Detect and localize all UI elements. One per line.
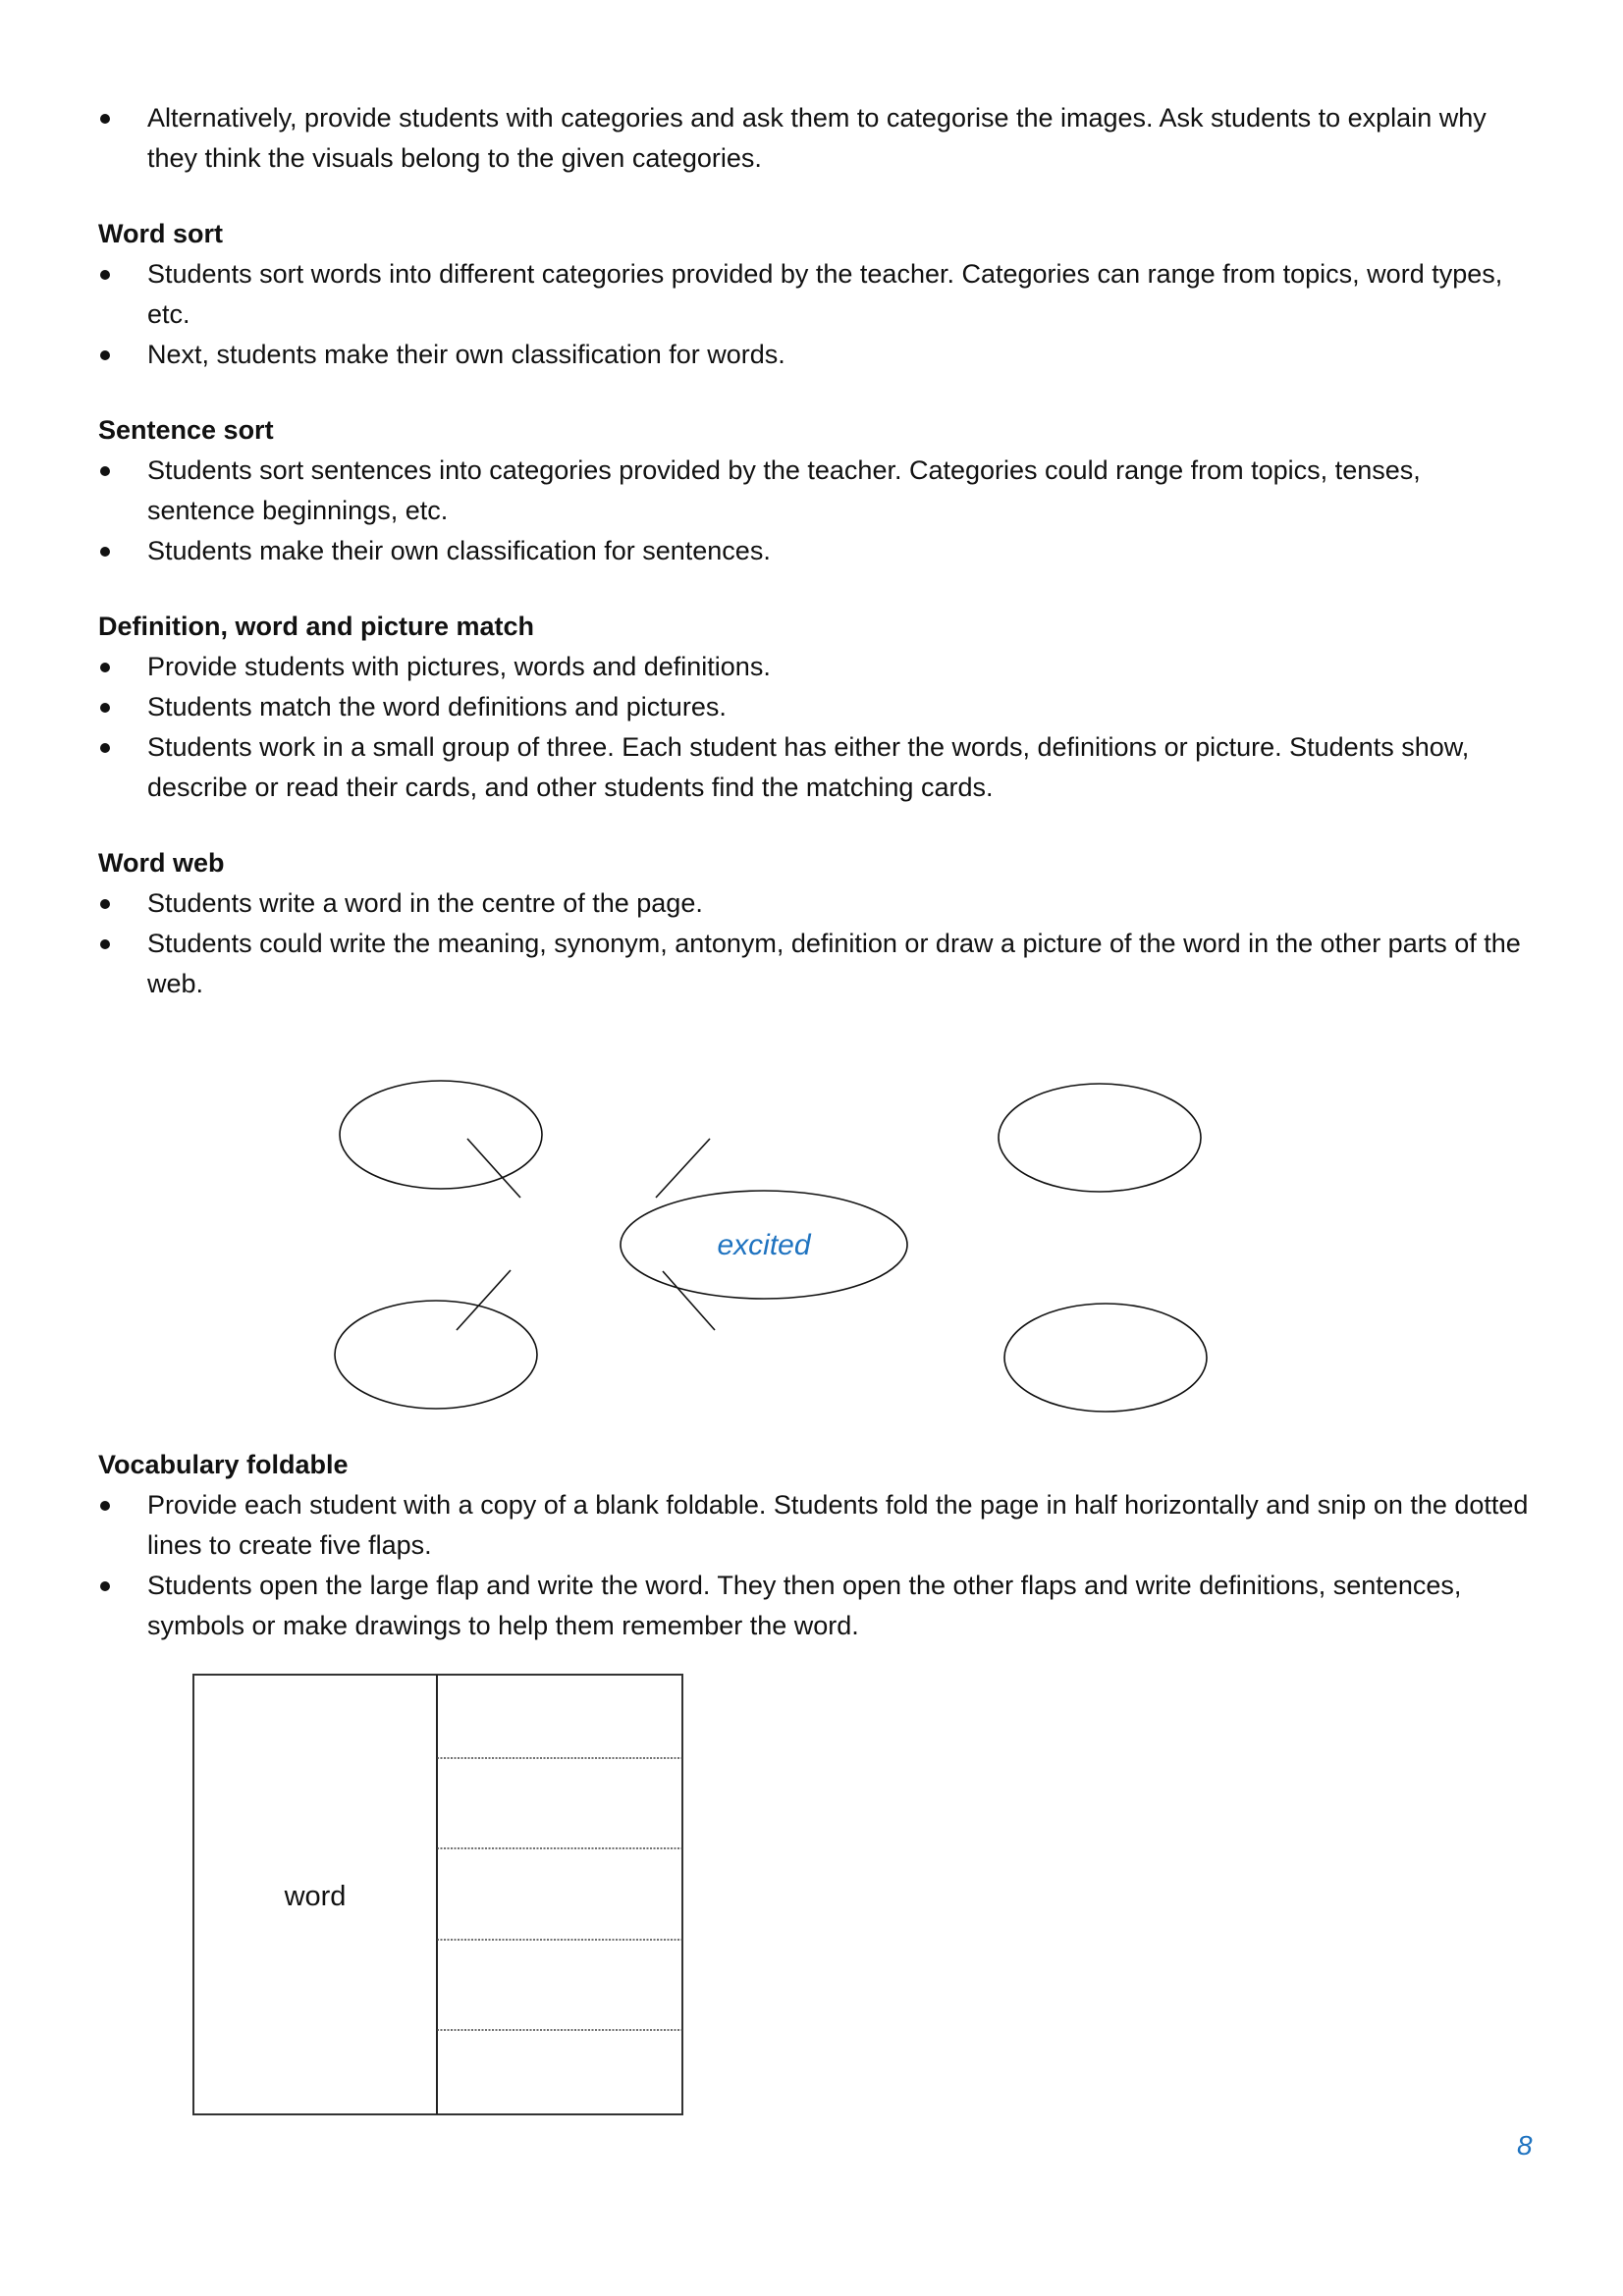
section-title-definition-match: Definition, word and picture match	[98, 612, 535, 641]
bullet-icon	[100, 899, 110, 909]
bullet-icon	[100, 663, 110, 672]
web-node-bottom-right	[1004, 1304, 1207, 1412]
list-item: Alternatively, provide students with categories and ask them to categorise the images. Ask students to explain why they think the visuals belong to the given categories.	[98, 98, 1532, 179]
web-node-bottom-left	[335, 1301, 537, 1409]
bullet-icon	[100, 350, 110, 360]
vocabulary-foldable	[187, 1669, 1011, 2140]
page-number: 8	[1517, 2130, 1533, 2161]
text-block-top	[98, 98, 1532, 1004]
list-item: Provide each student with a copy of a blank foldable. Students fold the page in half horizontally and snip on the dotted lines to create five flaps.	[98, 1485, 1532, 1566]
bullet-icon	[100, 1501, 110, 1511]
list-item: Next, students make their own classification for words.	[98, 335, 1532, 375]
bullet-icon	[100, 743, 110, 753]
list-item: Students sort sentences into categories provided by the teacher. Categories could range from topics, tenses, sentence beginnings, etc.	[98, 451, 1532, 531]
web-connector	[663, 1271, 715, 1330]
list-item: Students write a word in the centre of the page.	[98, 883, 1532, 924]
bullet-icon	[100, 1581, 110, 1591]
web-node-top-right	[999, 1084, 1201, 1192]
list-item: Students make their own classification for sentences.	[98, 531, 1532, 571]
web-node-top-left	[340, 1081, 542, 1189]
word-web-diagram	[334, 1060, 1276, 1423]
section-title-word-web: Word web	[98, 848, 225, 878]
list-item: Students sort words into different categories provided by the teacher. Categories can range from topics, word types, etc.	[98, 254, 1532, 335]
web-center-word: excited	[717, 1229, 811, 1261]
bullet-icon	[100, 703, 110, 713]
list-item: Provide students with pictures, words and definitions.	[98, 647, 1532, 687]
web-connector	[467, 1139, 520, 1198]
list-item: Students could write the meaning, synonym, antonym, definition or draw a picture of the word in the other parts of the web.	[98, 924, 1532, 1004]
section-title-word-sort: Word sort	[98, 219, 223, 248]
bullet-icon	[100, 547, 110, 557]
text-block-foldable	[98, 1445, 1532, 1646]
bullet-icon	[100, 114, 110, 124]
bullet-icon	[100, 939, 110, 949]
section-title-vocabulary-foldable: Vocabulary foldable	[98, 1450, 349, 1479]
section-title-sentence-sort: Sentence sort	[98, 415, 274, 445]
bullet-icon	[100, 270, 110, 280]
list-item: Students match the word definitions and pictures.	[98, 687, 1532, 727]
web-connector	[656, 1139, 710, 1198]
web-connector	[457, 1270, 511, 1330]
list-item: Students open the large flap and write the word. They then open the other flaps and write definitions, sentences, symbols or make drawings to help them remember the word.	[98, 1566, 1532, 1646]
bullet-icon	[100, 466, 110, 476]
foldable-word-label: word	[284, 1881, 347, 1912]
list-item: Students work in a small group of three. Each student has either the words, definitions or picture. Students show, describe or read their cards, and other students find the matching cards.	[98, 727, 1532, 808]
